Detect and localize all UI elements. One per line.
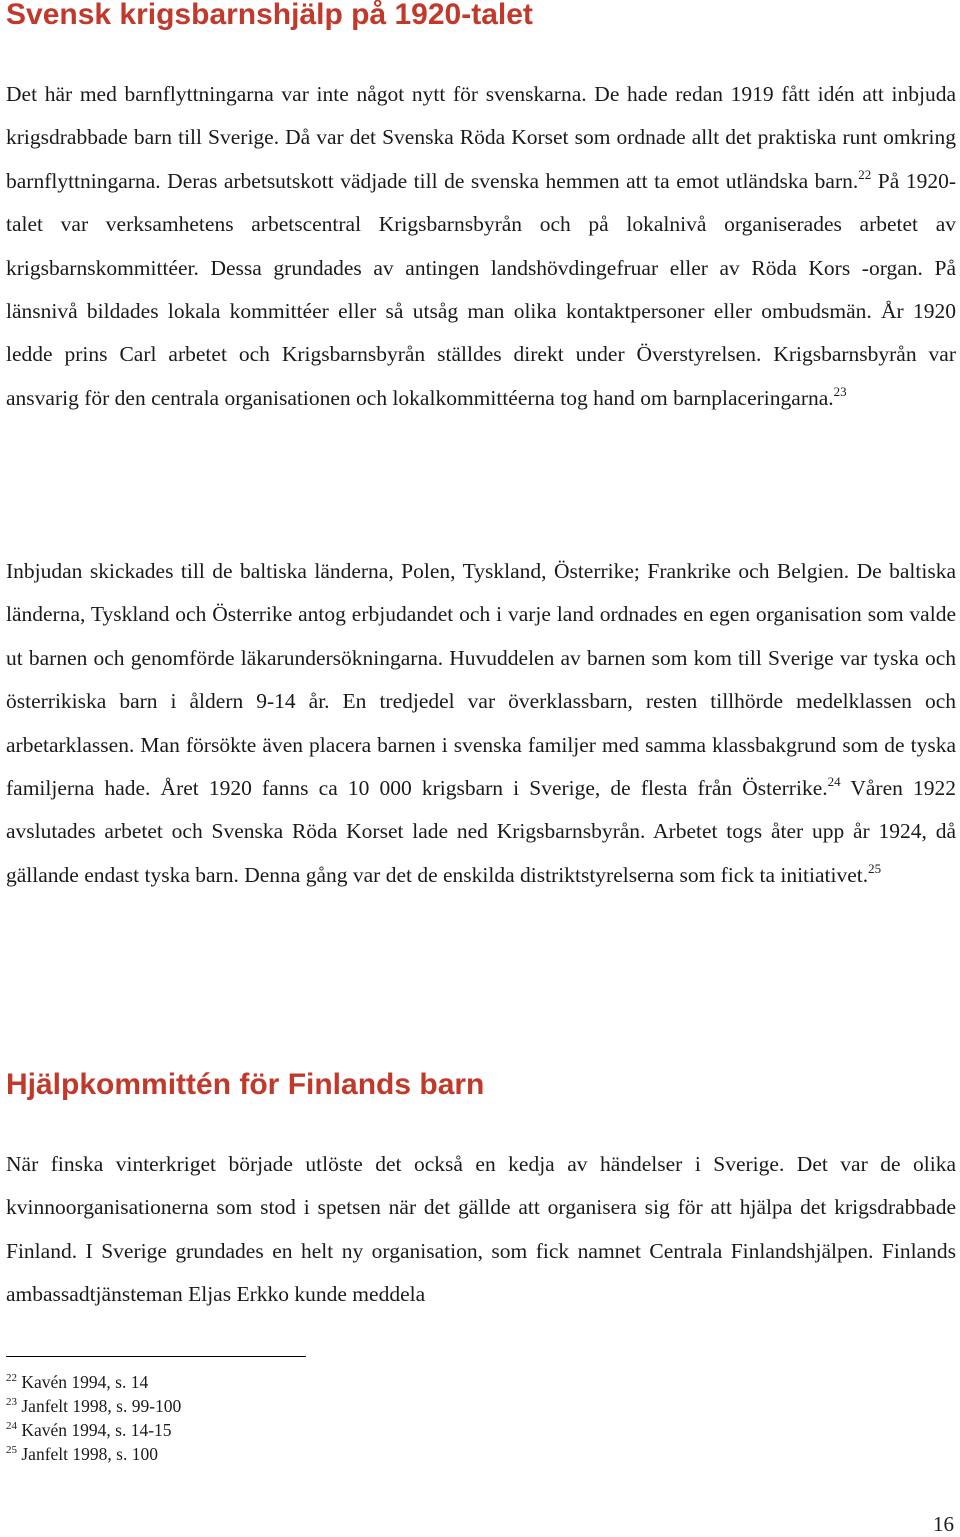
paragraph-text: Det här med barnflyttningarna var inte något nytt för svenskarna. De hade redan 1919 fått idén att inbjuda krigsdrabbade barn till Sverige. Då var det Svenska Röda Korset som ordnade allt det praktiska runt omkring barnflyttningarna. Deras arbetsutskott vädjade till de svenska hemmen att ta emot utländska barn. [6,82,956,193]
footnote-item [6,1394,181,1418]
paragraph [6,73,956,420]
footnote-item [6,1442,181,1466]
footnote-number: 23 [6,1396,17,1408]
footnote-item [6,1418,181,1442]
footnote-text: Janfelt 1998, s. 99-100 [21,1396,182,1416]
footnote-text: Janfelt 1998, s. 100 [21,1444,158,1464]
footnote-ref[interactable]: 25 [868,860,882,876]
footnote-text: Kavén 1994, s. 14 [21,1372,149,1392]
paragraph-text: Inbjudan skickades till de baltiska länderna, Polen, Tyskland, Österrike; Frankrike och Belgien. De baltiska länderna, Tyskland och Österrike antog erbjudandet och i varje land ordnades en egen organisation som valde ut barnen och genomförde läkarundersökningarna. Huvuddelen av barnen som kom till Sverige var tyska och österrikiska barn i åldern 9-14 år. En tredjedel var överklassbarn, resten tillhörde medelklassen och arbetarklassen. Man försökte även placera barnen i svenska familjer med samma klassbakgrund som de tyska familjerna hade. Året 1920 fanns ca 10 000 krigsbarn i Sverige, de flesta från Österrike. [6,559,956,801]
paragraph-text: Våren 1922 avslutades arbetet och Svenska Röda Korset lade ned Krigsbarnsbyrån. Arbetet togs åter upp år 1924, då gällande endast tyska barn. Denna gång var det de enskilda distriktstyrelserna som fick ta initiativet. [6,776,956,887]
footnote-ref[interactable]: 24 [827,774,841,790]
footnote-list [6,1370,181,1466]
section-heading-krigsbarnshjalp: Svensk krigsbarnshjälp på 1920-talet [6,0,533,31]
paragraph: När finska vinterkriget började utlöste det också en kedja av händelser i Sverige. Det var de olika kvinnoorganisationerna som stod i spetsen när det gällde att organisera sig för att hjälpa det krigsdrabbade Finland. I Sverige grundades en helt ny organisation, som fick namnet Centrala Finlandshjälpen. Finlands ambassadtjänsteman Eljas Erkko kunde meddela [6,1152,956,1307]
section-heading-finlands-barn: Hjälpkommittén för Finlands barn [6,1068,485,1101]
footnote-separator [6,1356,306,1357]
footnote-number: 22 [6,1372,17,1384]
footnote-ref[interactable]: 23 [833,383,847,399]
footnote-ref[interactable]: 22 [858,166,872,182]
footnote-number: 24 [6,1420,17,1432]
footnote-text: Kavén 1994, s. 14-15 [21,1420,172,1440]
paragraph [6,550,956,897]
footnote-item [6,1370,181,1394]
paragraph-text: På 1920-talet var verksamhetens arbetscentral Krigsbarnsbyrån och på lokalnivå organiserades arbetet av krigsbarnskommittéer. Dessa grundades av antingen landshövdingefruar eller av Röda Kors -organ. På länsnivå bildades lokala kommittéer eller så utsåg man olika kontaktpersoner eller ombudsmän. År 1920 ledde prins Carl arbetet och Krigsbarnsbyrån ställdes direkt under Överstyrelsen. Krigsbarnsbyrån var ansvarig för den centrala organisationen och lokalkommittéerna tog hand om barnplaceringarna. [6,168,956,410]
page-number: 16 [933,1512,954,1536]
footnote-number: 25 [6,1444,17,1456]
